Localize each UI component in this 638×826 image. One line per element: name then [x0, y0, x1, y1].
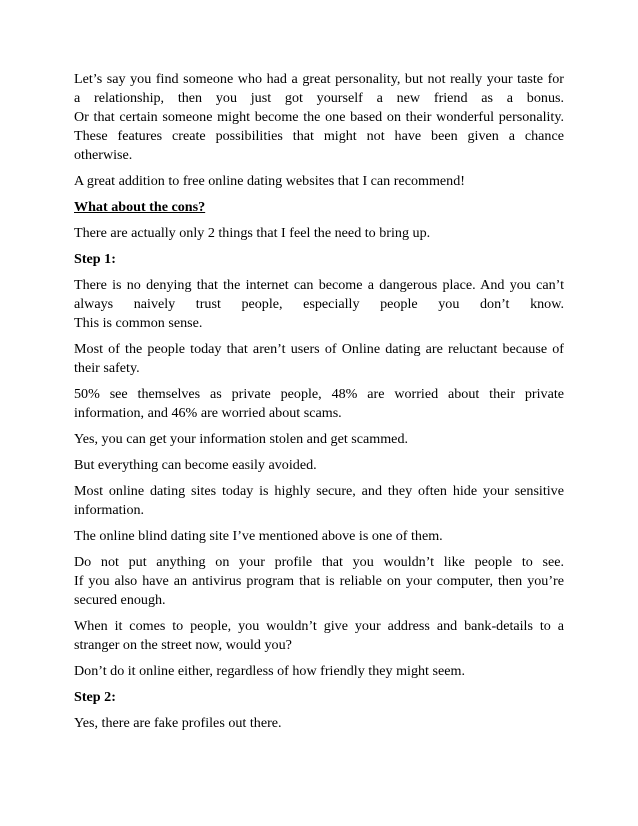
text-line: Do not put anything on your profile that you wouldn’t like people to see. — [74, 554, 564, 570]
text-line: If you also have an antivirus program that is reliable on your computer, then you’re — [74, 573, 564, 589]
paragraph-stranger — [74, 617, 564, 655]
paragraph-secure-sites — [74, 482, 564, 520]
text-line: information. — [74, 502, 145, 518]
document-page — [74, 70, 564, 740]
heading-step-2: Step 2: — [74, 689, 116, 705]
text-line: Most of the people today that aren’t users of Online dating are reluctant because of — [74, 341, 564, 357]
text-line: 50% see themselves as private people, 48% are worried about their private — [74, 386, 564, 402]
text-line: Most online dating sites today is highly secure, and they often hide your sensitive — [74, 483, 564, 499]
paragraph-personality — [74, 70, 564, 165]
text-line: These features create possibilities that might not have been given a chance — [74, 128, 564, 144]
paragraph-statistics — [74, 385, 564, 423]
paragraph-fake-profiles: Yes, there are fake profiles out there. — [74, 715, 282, 731]
text-line: Or that certain someone might become the one based on their wonderful personality. — [74, 109, 564, 125]
heading-cons-text: What about the cons? — [74, 199, 206, 215]
paragraph-avoided: But everything can become easily avoided. — [74, 457, 317, 473]
paragraph-scammed: Yes, you can get your information stolen and get scammed. — [74, 431, 409, 447]
paragraph-two-things: There are actually only 2 things that I feel the need to bring up. — [74, 225, 431, 241]
paragraph-profile-advice — [74, 553, 564, 610]
paragraph-online-either: Don’t do it online either, regardless of how friendly they might seem. — [74, 663, 465, 679]
text-line: There is no denying that the internet can become a dangerous place. And you can’t — [74, 277, 564, 293]
heading-step-1: Step 1: — [74, 251, 116, 267]
text-line: a relationship, then you just got yourself a new friend as a bonus. — [74, 90, 564, 106]
text-line: stranger on the street now, would you? — [74, 637, 292, 653]
heading-cons — [74, 198, 564, 217]
text-line: always naively trust people, especially people you don’t know. — [74, 296, 564, 312]
text-line: otherwise. — [74, 147, 133, 163]
paragraph-recommend: A great addition to free online dating websites that I can recommend! — [74, 173, 465, 189]
text-line: This is common sense. — [74, 315, 203, 331]
text-line: Let’s say you find someone who had a great personality, but not really your taste for — [74, 71, 564, 87]
paragraph-blind-dating: The online blind dating site I’ve mentioned above is one of them. — [74, 528, 443, 544]
text-line: secured enough. — [74, 592, 166, 608]
paragraph-internet-danger — [74, 276, 564, 333]
text-line: their safety. — [74, 360, 140, 376]
text-line: When it comes to people, you wouldn’t give your address and bank-details to a — [74, 618, 564, 634]
text-line: information, and 46% are worried about scams. — [74, 405, 342, 421]
paragraph-reluctant — [74, 340, 564, 378]
